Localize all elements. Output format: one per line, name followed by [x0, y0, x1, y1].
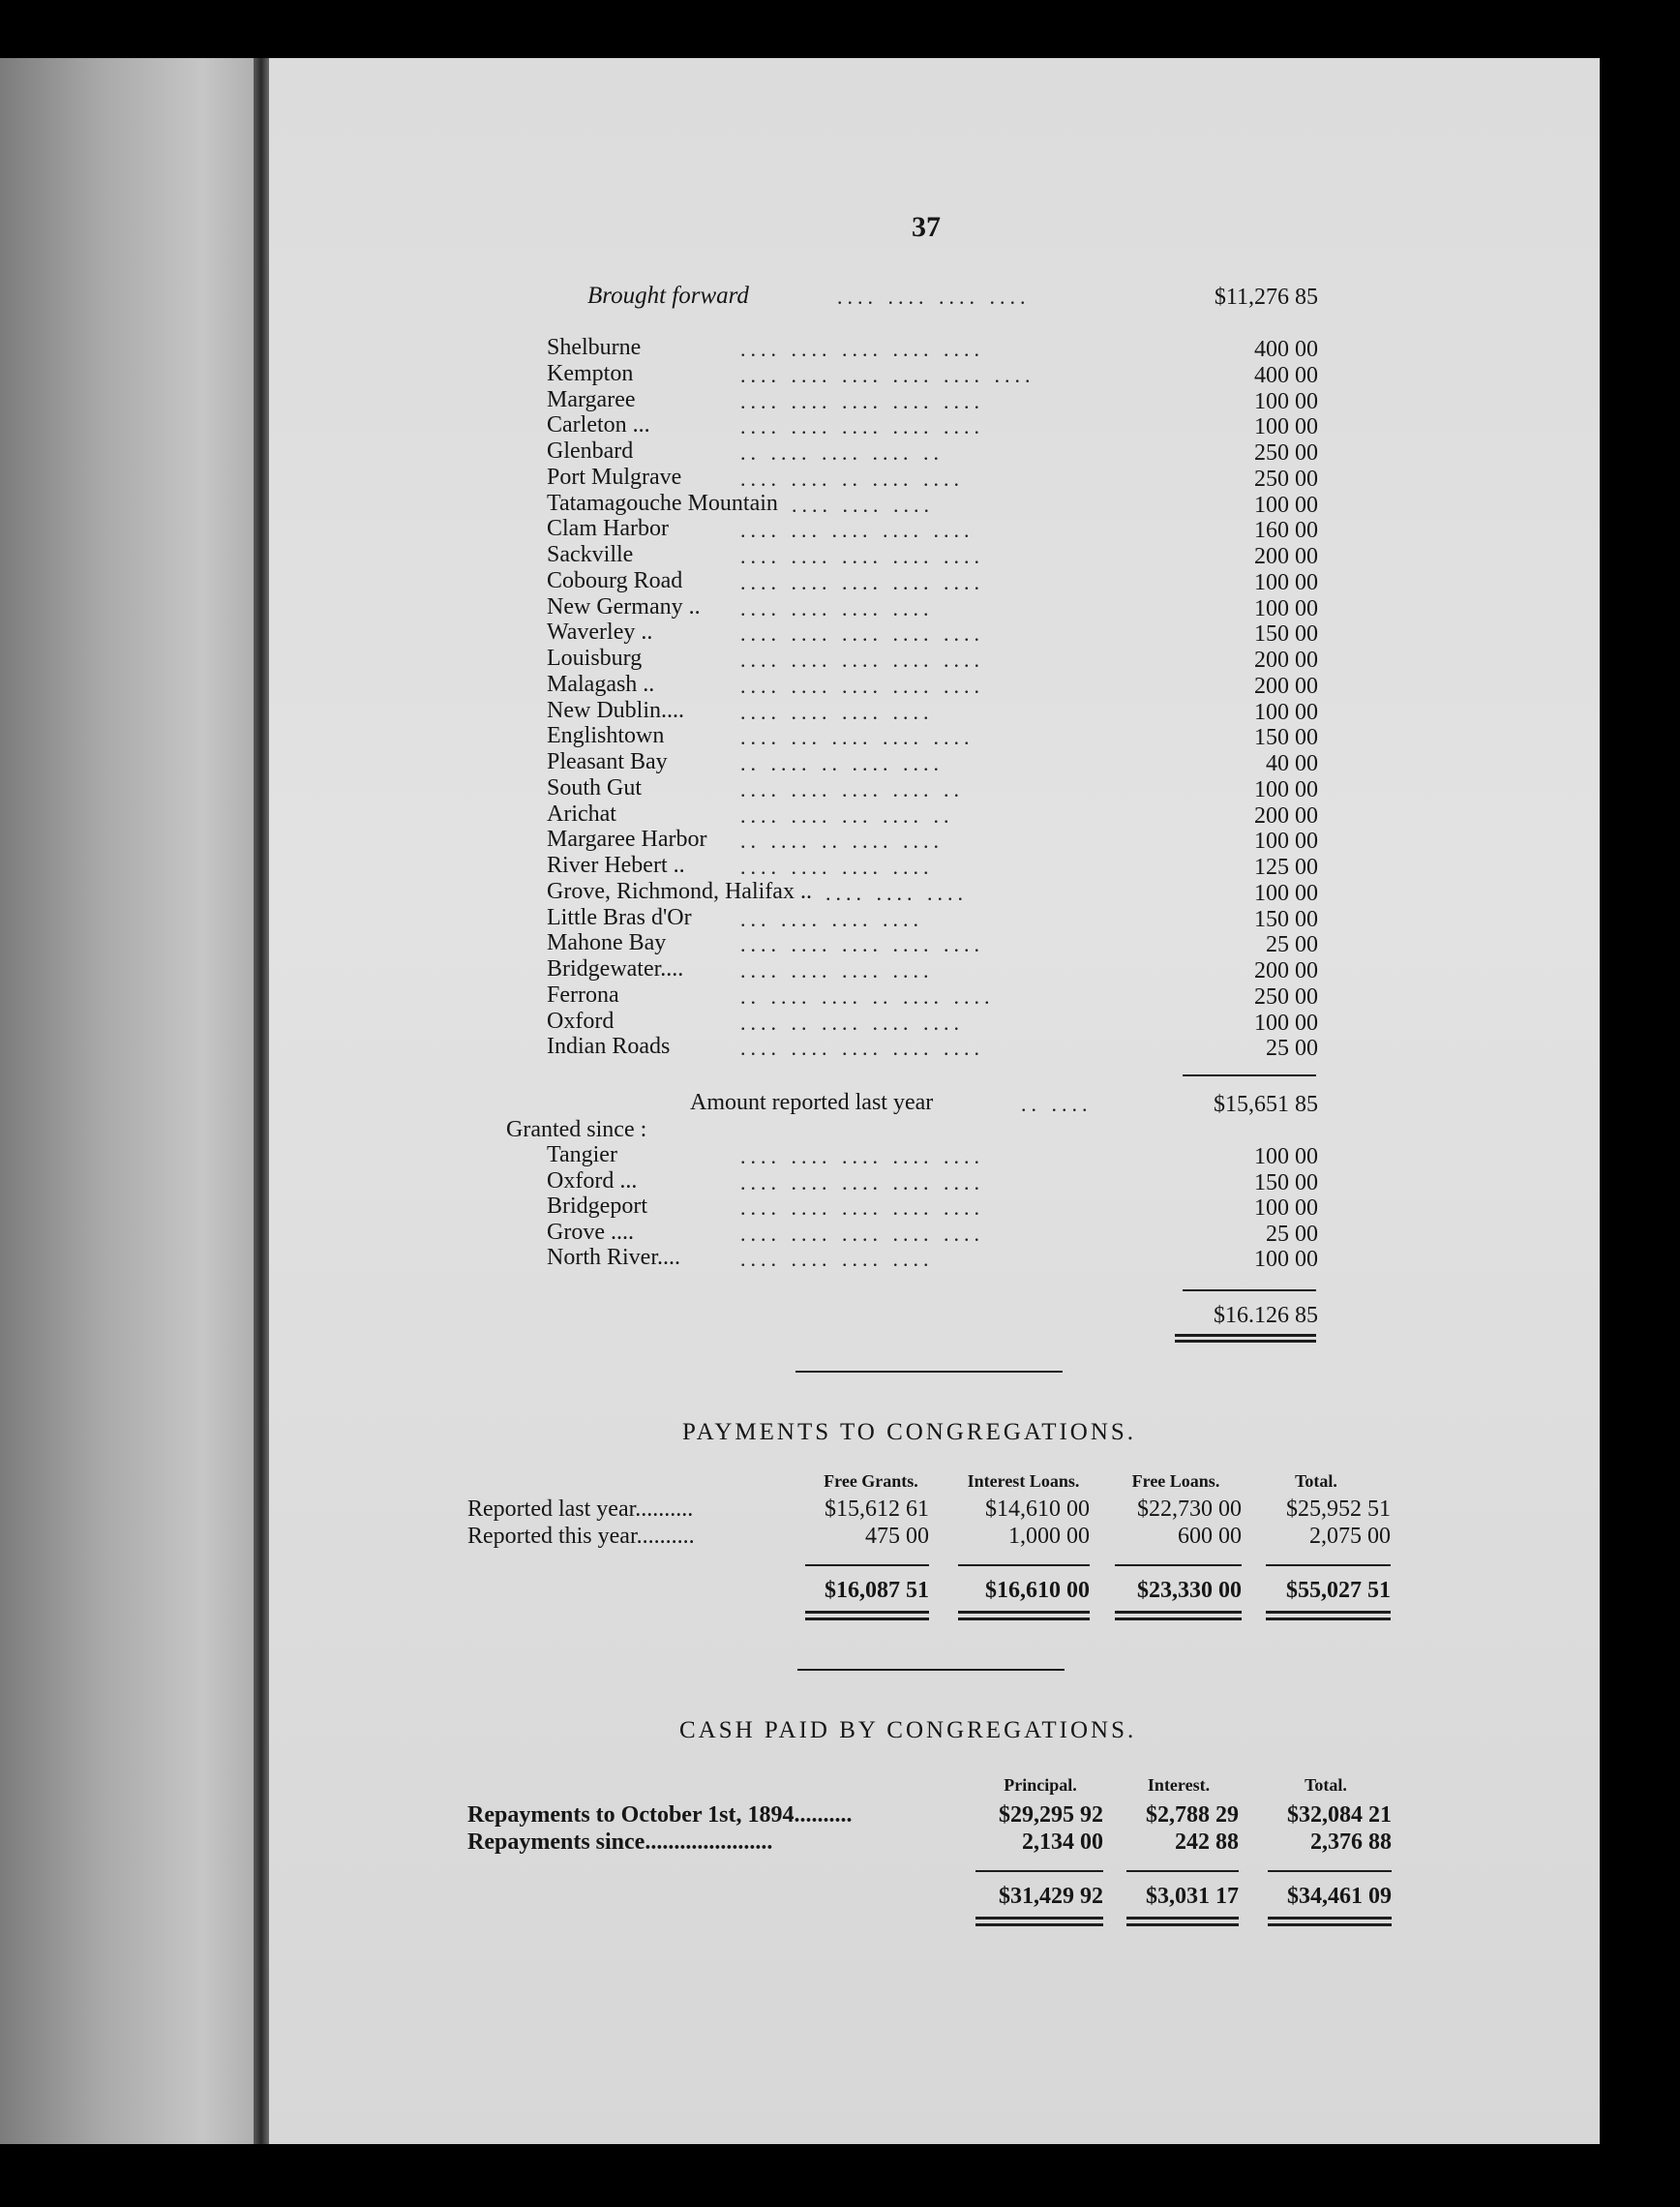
grant-row-leader: ... .... .... .... [740, 907, 923, 931]
payments-rule-top [805, 1564, 929, 1566]
grant-row-amount: 25 00 [1266, 932, 1318, 957]
grant-row-place: Port Mulgrave [547, 465, 682, 490]
granted-since-row-leader: .... .... .... .... .... [740, 1170, 984, 1194]
grant-row-leader: .... .... .... [825, 881, 968, 905]
grant-row-leader: .... .... .... .... .... [740, 1036, 984, 1060]
section-divider-2 [797, 1669, 1065, 1671]
subtotal-rule [1183, 1074, 1316, 1076]
payments-rule-double [805, 1611, 929, 1614]
payments-cell: $22,730 00 [1137, 1497, 1242, 1522]
grant-row-amount: 25 00 [1266, 1036, 1318, 1061]
grant-row-leader: .... .... .... .... .... [740, 337, 984, 361]
payments-rule-double [1266, 1617, 1391, 1620]
cash-total: $3,031 17 [1146, 1884, 1239, 1909]
grant-row-leader: .... .... .... .... [740, 855, 934, 879]
grant-row-amount: 400 00 [1254, 337, 1318, 362]
cash-cell: 2,134 00 [1022, 1829, 1103, 1855]
cash-rule-double [975, 1917, 1103, 1920]
cash-cell: $29,295 92 [999, 1802, 1103, 1828]
grant-row-place: Little Bras d'Or [547, 905, 692, 930]
granted-since-row-leader: .... .... .... .... [740, 1247, 934, 1271]
grant-row-amount: 150 00 [1254, 621, 1318, 647]
grant-row-leader: .... .... .... .... .. [740, 777, 964, 801]
grant-row-place: Mahone Bay [547, 930, 667, 955]
subtotal-leader: .. .... [1021, 1092, 1093, 1116]
granted-since-row-amount: 25 00 [1266, 1222, 1318, 1247]
granted-since-label: Granted since : [506, 1117, 647, 1142]
granted-since-row-leader: .... .... .... .... .... [740, 1222, 984, 1246]
grant-row-leader: .... .... ... .... .. [740, 803, 954, 828]
grant-row-amount: 250 00 [1254, 467, 1318, 492]
grant-row-amount: 100 00 [1254, 881, 1318, 906]
cash-cell: 242 88 [1175, 1829, 1239, 1855]
grant-row-amount: 200 00 [1254, 803, 1318, 829]
grant-row-leader: .... .... .... .... .... [740, 389, 984, 413]
granted-since-row-place: North River.... [547, 1245, 680, 1270]
grant-row-leader: .... .... .... .... .... [740, 674, 984, 698]
cash-cell: 2,376 88 [1310, 1829, 1392, 1855]
grant-row-place: Cobourg Road [547, 568, 683, 593]
grant-row-place: Englishtown [547, 723, 665, 748]
cash-rule-double [975, 1923, 1103, 1926]
grant-row-amount: 250 00 [1254, 440, 1318, 466]
grand-total-rule-double-1 [1175, 1334, 1316, 1337]
cash-col-interest: Interest. [1147, 1775, 1211, 1795]
grant-row-amount: 100 00 [1254, 414, 1318, 439]
grant-row-place: Carleton ... [547, 412, 650, 438]
grant-row-amount: 100 00 [1254, 777, 1318, 802]
payments-cell: $14,610 00 [985, 1497, 1090, 1522]
grant-row-leader: .... ... .... .... .... [740, 725, 975, 749]
grant-row-amount: 100 00 [1254, 596, 1318, 621]
cash-total: $34,461 09 [1287, 1884, 1392, 1909]
grant-row-amount: 100 00 [1254, 829, 1318, 854]
grant-row-place: Ferrona [547, 983, 619, 1008]
payments-row-label: Reported last year.......... [467, 1497, 694, 1522]
grant-row-place: Oxford [547, 1009, 615, 1034]
grant-row-amount: 200 00 [1254, 648, 1318, 673]
grant-row-amount: 200 00 [1254, 958, 1318, 983]
granted-since-row-place: Oxford ... [547, 1168, 638, 1194]
grant-row-leader: .... .... .... .... .... [740, 648, 984, 672]
payments-cell: 1,000 00 [1008, 1524, 1090, 1549]
facing-page-left [0, 58, 254, 2144]
payments-rule-top [1115, 1564, 1242, 1566]
grand-total-rule-top [1183, 1289, 1316, 1291]
grant-row-place: Kempton [547, 361, 634, 386]
grant-row-amount: 150 00 [1254, 725, 1318, 750]
grant-row-amount: 250 00 [1254, 984, 1318, 1010]
grant-row-leader: .... .... .... .... .... [740, 932, 984, 956]
payments-rule-double [1115, 1611, 1242, 1614]
grant-row-amount: 100 00 [1254, 389, 1318, 414]
granted-since-row-leader: .... .... .... .... .... [740, 1144, 984, 1168]
payments-rule-double [1266, 1611, 1391, 1614]
cash-col-principal: Principal. [1004, 1775, 1077, 1795]
book-gutter [254, 58, 269, 2144]
grant-row-amount: 160 00 [1254, 518, 1318, 543]
grant-row-place: Tatamagouche Mountain [547, 491, 778, 516]
cash-rule-double [1126, 1917, 1239, 1920]
payments-rule-double [958, 1617, 1090, 1620]
cash-cell: $2,788 29 [1146, 1802, 1239, 1828]
cash-title: CASH PAID BY CONGREGATIONS. [679, 1717, 1137, 1743]
grant-row-amount: 100 00 [1254, 493, 1318, 518]
grant-row-place: Waverley .. [547, 620, 653, 645]
subtotal-label: Amount reported last year [690, 1090, 934, 1115]
granted-since-row-amount: 100 00 [1254, 1247, 1318, 1272]
payments-rule-double [1115, 1617, 1242, 1620]
grant-row-leader: .... ... .... .... .... [740, 518, 975, 542]
grant-row-leader: .... .... .... .... .... [740, 544, 984, 568]
grant-row-place: Indian Roads [547, 1034, 671, 1059]
grant-row-place: Pleasant Bay [547, 749, 668, 774]
grant-row-leader: .... .... .... .... .... [740, 570, 984, 594]
payments-rule-double [958, 1611, 1090, 1614]
grant-row-amount: 100 00 [1254, 700, 1318, 725]
grant-row-place: South Gut [547, 775, 643, 801]
payments-rule-double [805, 1617, 929, 1620]
granted-since-row-amount: 150 00 [1254, 1170, 1318, 1195]
payments-col-free-loans: Free Loans. [1131, 1471, 1220, 1491]
cash-rule-top [975, 1870, 1103, 1872]
payments-col-free-grants: Free Grants. [824, 1471, 918, 1491]
grant-row-place: Clam Harbor [547, 516, 669, 541]
payments-cell: 2,075 00 [1309, 1524, 1391, 1549]
cash-rule-double [1126, 1923, 1239, 1926]
grant-row-leader: .... .... .... .... [740, 958, 934, 983]
grant-row-leader: .... .... .... .... [740, 700, 934, 724]
granted-since-row-place: Tangier [547, 1142, 617, 1167]
grand-total-amount: $16.126 85 [1214, 1303, 1318, 1328]
grant-row-leader: .. .... .... .. .... .... [740, 984, 995, 1009]
payments-total: $55,027 51 [1286, 1578, 1391, 1603]
grant-row-place: Grove, Richmond, Halifax .. [547, 879, 812, 904]
grant-row-leader: .... .... .. .... .... [740, 467, 964, 491]
section-divider-1 [795, 1371, 1063, 1373]
grant-row-amount: 40 00 [1266, 751, 1318, 776]
grant-row-amount: 200 00 [1254, 674, 1318, 699]
payments-col-total: Total. [1295, 1471, 1337, 1491]
payments-cell: $15,612 61 [825, 1497, 929, 1522]
grant-row-place: New Dublin.... [547, 698, 684, 723]
granted-since-row-amount: 100 00 [1254, 1144, 1318, 1169]
grant-row-amount: 100 00 [1254, 1011, 1318, 1036]
brought-forward-amount: $11,276 85 [1214, 285, 1318, 310]
grant-row-place: Glenbard [547, 438, 634, 464]
grant-row-leader: .... .... .... .... .... [740, 621, 984, 646]
payments-title: PAYMENTS TO CONGREGATIONS. [682, 1419, 1137, 1445]
grant-row-amount: 125 00 [1254, 855, 1318, 880]
grant-row-leader: .... .... .... [792, 493, 934, 517]
cash-rule-double [1268, 1917, 1392, 1920]
grant-row-leader: .... .... .... .... .... .... [740, 363, 1035, 387]
payments-total: $16,610 00 [985, 1578, 1090, 1603]
payments-col-interest-loans: Interest Loans. [967, 1471, 1080, 1491]
payments-row-label: Reported this year.......... [467, 1524, 695, 1549]
grant-row-leader: .... .... .... .... .... [740, 414, 984, 438]
cash-rule-top [1268, 1870, 1392, 1872]
grand-total-rule-double-2 [1175, 1340, 1316, 1343]
grant-row-amount: 200 00 [1254, 544, 1318, 569]
payments-cell: $25,952 51 [1286, 1497, 1391, 1522]
grant-row-leader: .. .... .... .... .. [740, 440, 944, 465]
payments-total: $16,087 51 [825, 1578, 929, 1603]
brought-forward-leader: .... .... .... .... [837, 285, 1031, 309]
cash-cell: $32,084 21 [1287, 1802, 1392, 1828]
granted-since-row-place: Bridgeport [547, 1194, 647, 1219]
granted-since-row-amount: 100 00 [1254, 1195, 1318, 1221]
page-number: 37 [912, 211, 941, 243]
grant-row-place: Margaree Harbor [547, 827, 707, 852]
cash-row-label: Repayments to October 1st, 1894.......... [467, 1802, 853, 1828]
payments-rule-top [958, 1564, 1090, 1566]
grant-row-amount: 400 00 [1254, 363, 1318, 388]
grant-row-leader: .. .... .. .... .... [740, 751, 944, 775]
brought-forward-label: Brought forward [587, 283, 749, 309]
payments-cell: 475 00 [865, 1524, 929, 1549]
payments-total: $23,330 00 [1137, 1578, 1242, 1603]
grant-row-place: Arichat [547, 801, 616, 827]
grant-row-amount: 150 00 [1254, 907, 1318, 932]
payments-rule-top [1266, 1564, 1391, 1566]
grant-row-place: Malagash .. [547, 672, 655, 697]
cash-col-total: Total. [1305, 1775, 1347, 1795]
payments-cell: 600 00 [1178, 1524, 1242, 1549]
cash-total: $31,429 92 [999, 1884, 1103, 1909]
grant-row-place: New Germany .. [547, 594, 701, 620]
subtotal-amount: $15,651 85 [1214, 1092, 1318, 1117]
grant-row-place: Margaree [547, 387, 636, 412]
granted-since-row-leader: .... .... .... .... .... [740, 1195, 984, 1220]
grant-row-leader: .... .. .... .... .... [740, 1011, 964, 1035]
grant-row-place: River Hebert .. [547, 853, 685, 878]
cash-row-label: Repayments since...................... [467, 1829, 773, 1855]
grant-row-place: Louisburg [547, 646, 643, 671]
grant-row-place: Shelburne [547, 335, 642, 360]
cash-rule-double [1268, 1923, 1392, 1926]
granted-since-row-place: Grove .... [547, 1220, 634, 1245]
grant-row-amount: 100 00 [1254, 570, 1318, 595]
grant-row-leader: .... .... .... .... [740, 596, 934, 620]
grant-row-place: Bridgewater.... [547, 956, 684, 982]
grant-row-place: Sackville [547, 542, 634, 567]
cash-rule-top [1126, 1870, 1239, 1872]
grant-row-leader: .. .... .. .... .... [740, 829, 944, 853]
